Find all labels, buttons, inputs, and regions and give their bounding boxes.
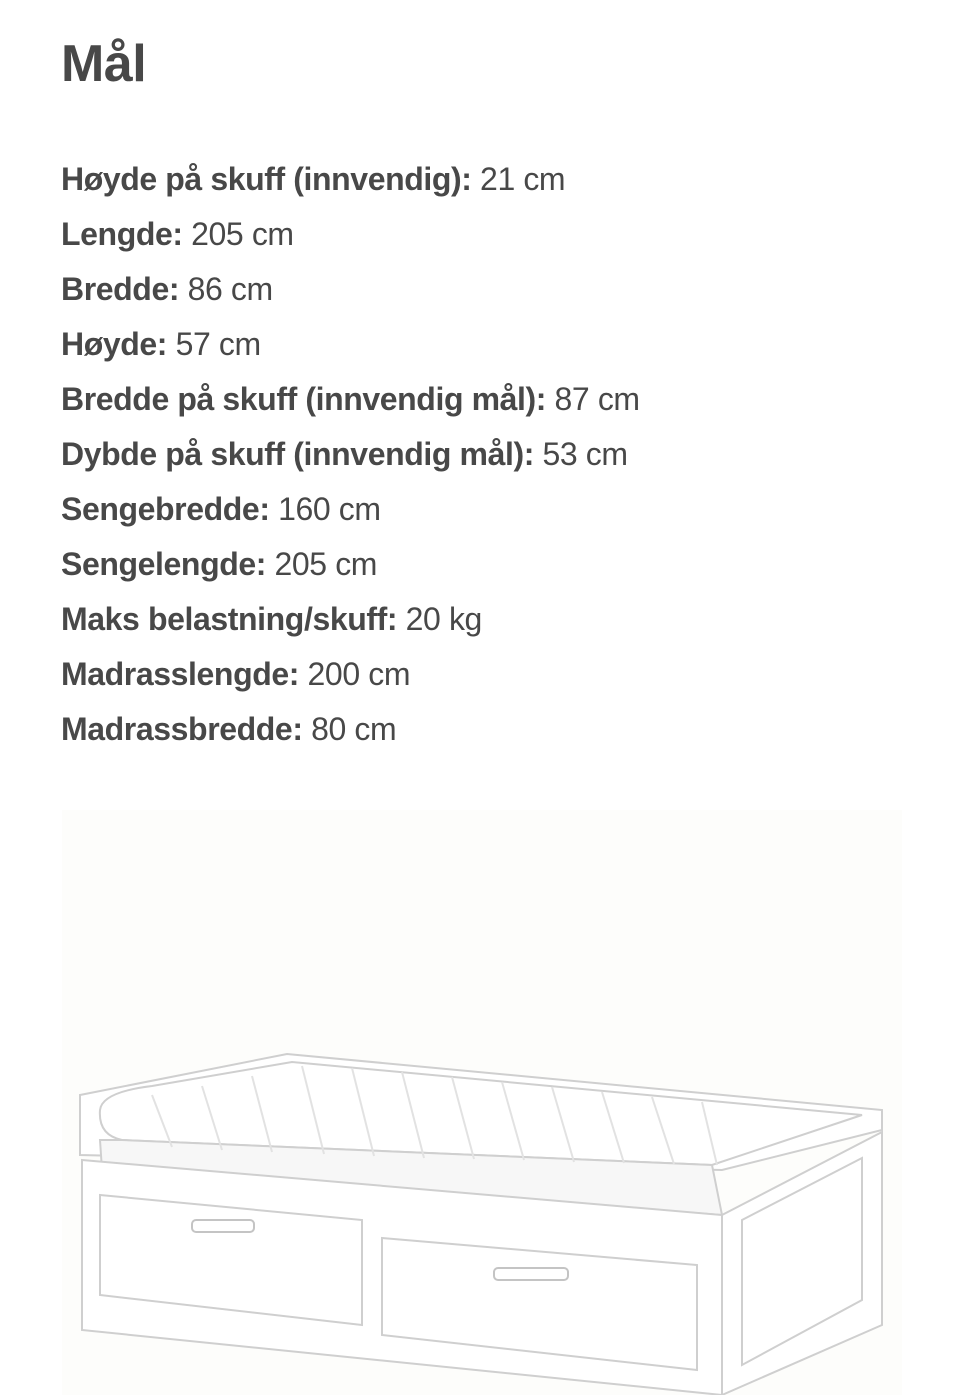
spec-value: 21 cm [480,161,566,197]
drawer-handle [494,1268,568,1280]
spec-item [61,647,640,702]
section-title: Mål [61,35,147,93]
spec-value: 205 cm [191,216,294,252]
spec-value: 205 cm [274,546,378,582]
spec-label: Bredde på skuff (innvendig mål): [61,381,547,417]
spec-label: Madrasslengde: [61,656,300,692]
spec-item [61,372,640,427]
spec-item [61,537,640,592]
drawer-handle [192,1220,254,1232]
spec-value: 87 cm [554,381,640,417]
product-image [62,810,902,1395]
spec-item [61,152,640,207]
spec-item [61,427,640,482]
spec-item [61,317,640,372]
spec-item [61,207,640,262]
spec-label: Høyde: [61,326,168,362]
spec-value: 20 kg [405,601,482,637]
spec-value: 86 cm [187,271,273,307]
spec-label: Maks belastning/skuff: [61,601,398,637]
spec-value: 53 cm [542,436,628,472]
spec-value: 200 cm [307,656,411,692]
spec-label: Bredde: [61,271,180,307]
spec-value: 160 cm [278,491,381,527]
spec-item [61,702,640,757]
dimensions-list [61,152,640,757]
spec-value: 57 cm [175,326,261,362]
spec-item [61,482,640,537]
spec-value: 80 cm [311,711,397,747]
spec-label: Lengde: [61,216,183,252]
spec-label: Sengebredde: [61,491,270,527]
spec-label: Sengelengde: [61,546,267,582]
daybed-illustration [62,810,902,1395]
spec-label: Høyde på skuff (innvendig): [61,161,472,197]
spec-label: Dybde på skuff (innvendig mål): [61,436,534,472]
spec-label: Madrassbredde: [61,711,303,747]
spec-item [61,592,640,647]
spec-item [61,262,640,317]
